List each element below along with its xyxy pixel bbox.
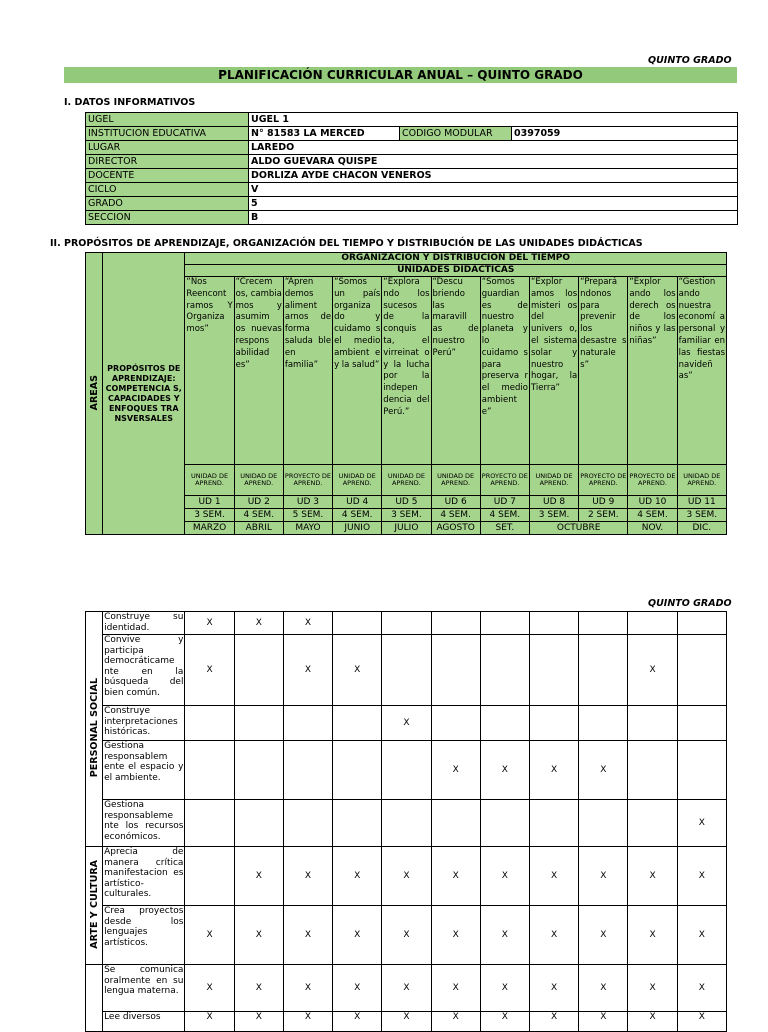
unit-month: DIC.	[677, 522, 726, 535]
competencies-table	[85, 611, 727, 1032]
mark-cell: X	[529, 847, 578, 906]
mark-cell: X	[431, 965, 480, 1012]
section-heading-datos: I. DATOS INFORMATIVOS	[64, 97, 196, 108]
mark-cell	[382, 800, 431, 847]
mark-cell: X	[480, 965, 529, 1012]
unit-code: UD 2	[234, 496, 283, 509]
competency-name: Gestiona responsableme nte los recursos económicos.	[103, 800, 185, 847]
area-cell	[86, 612, 103, 847]
area-cell	[86, 847, 103, 965]
mark-cell: X	[234, 1012, 283, 1032]
label-cell: CODIGO MODULAR	[400, 127, 512, 141]
competency-name: Convive y participa democráticame nte en la búsqueda del bien común.	[103, 635, 185, 706]
org-header: ORGANIZACION Y DISTRIBUCION DEL TIEMPO	[185, 253, 727, 265]
mark-cell: X	[677, 906, 726, 965]
mark-cell: X	[628, 906, 677, 965]
mark-cell: X	[283, 1012, 332, 1032]
mark-cell: X	[382, 706, 431, 741]
area-name: PERSONAL SOCIAL	[88, 677, 100, 778]
mark-cell	[628, 800, 677, 847]
unit-code: UD 6	[431, 496, 480, 509]
unit-type: PROYECTO DE APREND.	[628, 465, 677, 496]
unit-title: “Crecem os, cambia mos y asumim os nuevas respons abilidad es”	[234, 277, 283, 465]
mark-cell: X	[382, 847, 431, 906]
mark-cell	[185, 706, 234, 741]
mark-cell	[480, 612, 529, 635]
unit-weeks: 4 SEM.	[480, 509, 529, 522]
mark-cell: X	[333, 906, 382, 965]
mark-cell: X	[382, 1012, 431, 1032]
table-row	[86, 612, 727, 635]
unit-month: NOV.	[628, 522, 677, 535]
mark-cell	[529, 706, 578, 741]
table-row	[86, 197, 738, 211]
label-cell: SECCION	[86, 211, 249, 225]
competency-name: Lee diversos	[103, 1012, 185, 1032]
mark-cell: X	[333, 847, 382, 906]
mark-cell: X	[579, 1012, 628, 1032]
mark-cell: X	[579, 741, 628, 800]
table-row	[86, 211, 738, 225]
mark-cell: X	[480, 906, 529, 965]
propositos-header: PROPÓSITOS DE APRENDIZAJE: COMPETENCIA S, CAPACIDADES Y ENFOQUES TRA NSVERSALES	[103, 253, 185, 535]
unit-month: MARZO	[185, 522, 234, 535]
datos-informativos-table	[85, 112, 738, 225]
unit-title: “Explor amos los misteri os del univers o, el sistema solar y nuestro hogar, la Tierra”	[529, 277, 578, 465]
mark-cell: X	[234, 612, 283, 635]
unit-month: SET.	[480, 522, 529, 535]
unit-code: UD 9	[579, 496, 628, 509]
mark-cell: X	[431, 1012, 480, 1032]
mark-cell: X	[283, 612, 332, 635]
unit-weeks: 3 SEM.	[529, 509, 578, 522]
unit-month: OCTUBRE	[529, 522, 627, 535]
mark-cell: X	[677, 847, 726, 906]
unit-title: “Gestion ando nuestra economí a personal y familiar en las fiestas navideñ as”	[677, 277, 726, 465]
unit-weeks: 3 SEM.	[382, 509, 431, 522]
mark-cell	[628, 612, 677, 635]
mark-cell	[628, 706, 677, 741]
unit-title: “Somos guardian es de nuestro planeta y lo cuidamo s para preserva r el medio ambient e”	[480, 277, 529, 465]
mark-cell	[234, 741, 283, 800]
unit-type: PROYECTO DE APREND.	[480, 465, 529, 496]
area-cell	[86, 965, 103, 1032]
mark-cell: X	[677, 800, 726, 847]
value-cell: ALDO GUEVARA QUISPE	[249, 155, 738, 169]
value-cell: B	[249, 211, 738, 225]
unit-type: UNIDAD DE APREND.	[677, 465, 726, 496]
value-cell: 5	[249, 197, 738, 211]
mark-cell: X	[382, 906, 431, 965]
label-cell: DIRECTOR	[86, 155, 249, 169]
label-cell: GRADO	[86, 197, 249, 211]
unit-code: UD 11	[677, 496, 726, 509]
unit-code: UD 10	[628, 496, 677, 509]
table-row	[86, 141, 738, 155]
unit-code: UD 5	[382, 496, 431, 509]
mark-cell	[234, 706, 283, 741]
mark-cell	[677, 635, 726, 706]
mark-cell	[382, 635, 431, 706]
unit-month: AGOSTO	[431, 522, 480, 535]
mark-cell: X	[579, 965, 628, 1012]
unit-type: UNIDAD DE APREND.	[234, 465, 283, 496]
mark-cell: X	[185, 965, 234, 1012]
competency-name: Crea proyectos desde los lenguajes artísticos.	[103, 906, 185, 965]
value-cell: 0397059	[512, 127, 738, 141]
mark-cell	[579, 612, 628, 635]
mark-cell	[480, 635, 529, 706]
competency-name: Se comunica oralmente en su lengua materna.	[103, 965, 185, 1012]
mark-cell	[480, 800, 529, 847]
unit-title: “Apren demos aliment arnos de forma saluda ble en familia”	[283, 277, 332, 465]
unit-title: “Somos un país organiza do y cuidamo s el medio ambient e y la salud”	[333, 277, 382, 465]
mark-cell: X	[234, 906, 283, 965]
mark-cell: X	[529, 906, 578, 965]
mark-cell	[382, 612, 431, 635]
value-cell: V	[249, 183, 738, 197]
mark-cell	[431, 635, 480, 706]
table-row	[86, 847, 727, 906]
unit-month: JULIO	[382, 522, 431, 535]
unit-weeks: 4 SEM.	[234, 509, 283, 522]
mark-cell: X	[628, 1012, 677, 1032]
unit-type: UNIDAD DE APREND.	[382, 465, 431, 496]
unit-title: “Descu briendo las maravill as de nuestro Perú”	[431, 277, 480, 465]
mark-cell: X	[283, 965, 332, 1012]
mark-cell: X	[579, 906, 628, 965]
mark-cell	[529, 635, 578, 706]
table-row	[86, 127, 738, 141]
area-name: ARTE Y CULTURA	[88, 859, 100, 949]
mark-cell: X	[185, 635, 234, 706]
label-cell: CICLO	[86, 183, 249, 197]
unit-weeks: 2 SEM.	[579, 509, 628, 522]
mark-cell	[333, 612, 382, 635]
mark-cell: X	[677, 965, 726, 1012]
mark-cell	[529, 800, 578, 847]
mark-cell: X	[431, 847, 480, 906]
mark-cell	[431, 706, 480, 741]
mark-cell	[333, 741, 382, 800]
competency-name: Construye interpretaciones históricas.	[103, 706, 185, 741]
unit-type: PROYECTO DE APREND.	[283, 465, 332, 496]
value-cell: LAREDO	[249, 141, 738, 155]
unit-code: UD 8	[529, 496, 578, 509]
grade-tag: QUINTO GRADO	[648, 55, 732, 66]
competency-name: Aprecia de manera crítica manifestacion es artístico-culturales.	[103, 847, 185, 906]
mark-cell: X	[234, 965, 283, 1012]
unit-code: UD 7	[480, 496, 529, 509]
mark-cell: X	[185, 906, 234, 965]
mark-cell: X	[628, 847, 677, 906]
mark-cell: X	[185, 1012, 234, 1032]
mark-cell: X	[185, 612, 234, 635]
unit-weeks: 3 SEM.	[677, 509, 726, 522]
mark-cell	[185, 800, 234, 847]
mark-cell: X	[333, 635, 382, 706]
mark-cell	[283, 741, 332, 800]
mark-cell: X	[431, 906, 480, 965]
unit-month: JUNIO	[333, 522, 382, 535]
mark-cell: X	[431, 741, 480, 800]
label-cell: UGEL	[86, 113, 249, 127]
mark-cell	[234, 800, 283, 847]
mark-cell	[431, 800, 480, 847]
unit-type: PROYECTO DE APREND.	[579, 465, 628, 496]
mark-cell	[234, 635, 283, 706]
unit-title: “Nos Reencont ramos Y Organiza mos”	[185, 277, 234, 465]
mark-cell: X	[283, 906, 332, 965]
mark-cell	[677, 612, 726, 635]
areas-label: AREAS	[88, 374, 100, 411]
unit-type: UNIDAD DE APREND.	[529, 465, 578, 496]
mark-cell: X	[579, 847, 628, 906]
value-cell: DORLIZA AYDE CHACON VENEROS	[249, 169, 738, 183]
table-row	[86, 1012, 727, 1032]
value-cell: N° 81583 LA MERCED	[249, 127, 400, 141]
mark-cell	[333, 706, 382, 741]
unit-title: “Prepará ndonos para prevenir los desastre s naturale s”	[579, 277, 628, 465]
mark-cell	[677, 706, 726, 741]
mark-cell: X	[529, 741, 578, 800]
mark-cell	[185, 741, 234, 800]
mark-cell: X	[480, 1012, 529, 1032]
mark-cell	[579, 800, 628, 847]
section-heading-propositos: II. PROPÓSITOS DE APRENDIZAJE, ORGANIZACIÓN DEL TIEMPO Y DISTRIBUCIÓN DE LAS UNIDADES DIDÁCTICAS	[50, 238, 643, 249]
value-cell: UGEL 1	[249, 113, 738, 127]
mark-cell: X	[529, 1012, 578, 1032]
unit-code: UD 1	[185, 496, 234, 509]
mark-cell: X	[234, 847, 283, 906]
table-row	[86, 155, 738, 169]
mark-cell	[480, 706, 529, 741]
unit-type: UNIDAD DE APREND.	[185, 465, 234, 496]
mark-cell: X	[283, 847, 332, 906]
unit-weeks: 4 SEM.	[431, 509, 480, 522]
table-row	[86, 183, 738, 197]
competency-name: Construye su identidad.	[104, 612, 184, 633]
mark-cell	[185, 847, 234, 906]
unit-title: “Explor ando los derech os de los niños y las niñas”	[628, 277, 677, 465]
mark-cell: X	[529, 965, 578, 1012]
mark-cell: X	[382, 965, 431, 1012]
table-row	[86, 906, 727, 965]
mark-cell: X	[333, 965, 382, 1012]
mark-cell: X	[333, 1012, 382, 1032]
mark-cell: X	[480, 847, 529, 906]
mark-cell	[382, 741, 431, 800]
mark-cell: X	[677, 1012, 726, 1032]
unit-weeks: 4 SEM.	[333, 509, 382, 522]
mark-cell: X	[628, 635, 677, 706]
unit-weeks: 3 SEM.	[185, 509, 234, 522]
unit-type: UNIDAD DE APREND.	[333, 465, 382, 496]
unit-weeks: 4 SEM.	[628, 509, 677, 522]
table-row	[86, 706, 727, 741]
units-header: UNIDADES DIDACTICAS	[185, 265, 727, 277]
table-row	[86, 113, 738, 127]
table-row	[86, 741, 727, 800]
mark-cell	[579, 706, 628, 741]
mark-cell: X	[480, 741, 529, 800]
mark-cell	[431, 612, 480, 635]
mark-cell	[333, 800, 382, 847]
mark-cell: X	[628, 965, 677, 1012]
mark-cell: X	[283, 635, 332, 706]
planning-table	[85, 252, 727, 535]
mark-cell	[283, 800, 332, 847]
competency-name: Gestiona responsablem ente el espacio y el ambiente.	[103, 741, 185, 800]
unit-type: UNIDAD DE APREND.	[431, 465, 480, 496]
table-row	[86, 169, 738, 183]
unit-title: “Explora ndo los sucesos de la conquis ta, el virreinat o y la lucha por la indepen dencia del Perú.”	[382, 277, 431, 465]
grade-tag-page2: QUINTO GRADO	[648, 598, 732, 609]
mark-cell	[628, 741, 677, 800]
page-title: PLANIFICACIÓN CURRICULAR ANUAL – QUINTO GRADO	[64, 67, 737, 83]
areas-header	[86, 253, 103, 535]
mark-cell	[677, 741, 726, 800]
mark-cell	[283, 706, 332, 741]
label-cell: LUGAR	[86, 141, 249, 155]
table-row	[86, 800, 727, 847]
label-cell: DOCENTE	[86, 169, 249, 183]
unit-month: ABRIL	[234, 522, 283, 535]
mark-cell	[579, 635, 628, 706]
unit-code: UD 4	[333, 496, 382, 509]
mark-cell	[529, 612, 578, 635]
table-row	[86, 965, 727, 1012]
label-cell: INSTITUCION EDUCATIVA	[86, 127, 249, 141]
unit-code: UD 3	[283, 496, 332, 509]
table-row	[86, 635, 727, 706]
unit-weeks: 5 SEM.	[283, 509, 332, 522]
unit-month: MAYO	[283, 522, 332, 535]
